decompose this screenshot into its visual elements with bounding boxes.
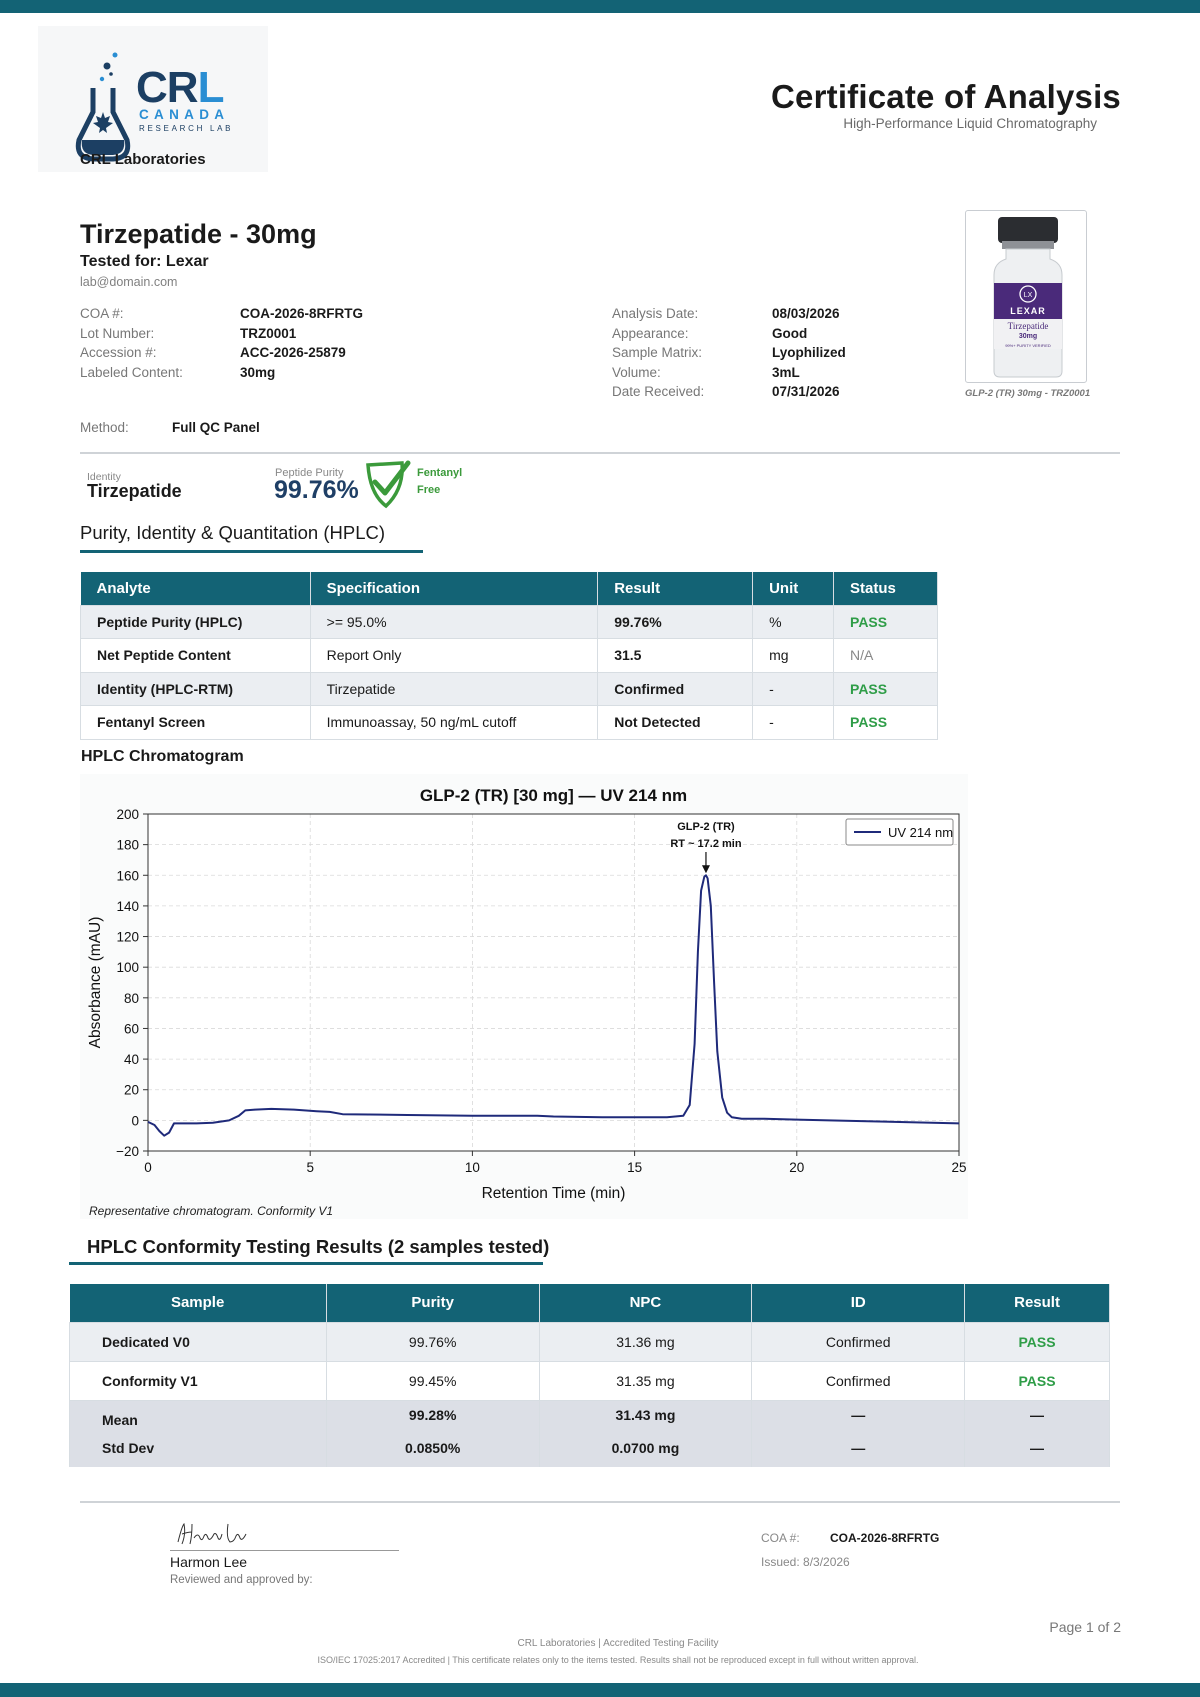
- purity-cell: 99.45%: [326, 1361, 539, 1400]
- detail-row: Date Received: 07/31/2026: [612, 384, 840, 399]
- spec-cell: >= 95.0%: [310, 605, 598, 639]
- purity-label: Peptide Purity: [275, 467, 344, 479]
- plot-area: [148, 814, 959, 1151]
- spec-cell: Report Only: [310, 639, 598, 673]
- column-header: Sample: [70, 1284, 327, 1322]
- logo-wordmark: CRL: [136, 63, 224, 112]
- document-title: Certificate of Analysis: [771, 78, 1121, 115]
- x-tick-label: 5: [306, 1160, 314, 1175]
- unit-cell: -: [753, 672, 834, 706]
- stat-value: 31.43 mg: [539, 1400, 752, 1429]
- method-value: Full QC Panel: [172, 420, 260, 435]
- y-tick-label: 120: [116, 929, 139, 945]
- divider: [80, 1501, 1120, 1503]
- column-header: Unit: [753, 572, 834, 605]
- y-tick-label: 140: [116, 898, 139, 914]
- x-tick-label: 15: [627, 1160, 643, 1175]
- vial-caption: GLP-2 (TR) 30mg - TRZ0001: [965, 388, 1091, 399]
- stat-label: Std Dev: [70, 1429, 327, 1467]
- chromatogram-svg: [80, 774, 968, 1219]
- svg-text:LEXAR: LEXAR: [1010, 306, 1046, 316]
- fentanyl-free-label: Fentanyl: [417, 467, 463, 479]
- stats-row-stddev: [70, 1429, 1110, 1467]
- status-cell: PASS: [834, 706, 938, 740]
- sample-cell: Conformity V1: [70, 1361, 327, 1400]
- footer-line-2: ISO/IEC 17025:2017 Accredited | This certificate relates only to the items tested. Results shall not be reproduced except in full without written approval.: [317, 1655, 919, 1665]
- y-tick-label: 0: [131, 1113, 139, 1129]
- id-cell: Confirmed: [752, 1361, 965, 1400]
- signature-image: [174, 1520, 254, 1550]
- x-tick-label: 20: [789, 1160, 805, 1175]
- document-subtitle: High-Performance Liquid Chromatography: [843, 116, 1097, 131]
- npc-cell: 31.36 mg: [539, 1322, 752, 1361]
- detail-row: Labeled Content: 30mg: [80, 364, 276, 380]
- identity-value: Tirzepatide: [87, 481, 182, 501]
- lab-name: CRL Laboratories: [80, 151, 206, 168]
- stat-value: 0.0700 mg: [539, 1429, 752, 1467]
- conformity-heading: HPLC Conformity Testing Results (2 samples tested): [87, 1236, 550, 1257]
- column-header: Analyte: [81, 572, 311, 605]
- stat-value: —: [752, 1400, 965, 1429]
- table-header-row: [70, 1284, 1110, 1322]
- svg-text:LX: LX: [1023, 292, 1033, 299]
- column-header: Purity: [326, 1284, 539, 1322]
- identity-label: Identity: [87, 471, 121, 483]
- result-cell: 99.76%: [598, 605, 753, 639]
- table-row: [81, 605, 938, 639]
- y-tick-label: 200: [116, 807, 139, 822]
- unit-cell: -: [753, 706, 834, 740]
- purity-value: 99.76%: [274, 476, 359, 504]
- page-number: Page 1 of 2: [1049, 1619, 1121, 1635]
- method-label: Method:: [80, 420, 129, 435]
- status-cell: PASS: [834, 672, 938, 706]
- logo-research-lab: RESEARCH LAB: [139, 124, 234, 133]
- stat-value: 0.0850%: [326, 1429, 539, 1467]
- y-tick-label: 60: [123, 1021, 139, 1037]
- table-row: [81, 706, 938, 740]
- detail-row: Analysis Date: 08/03/2026: [612, 306, 840, 321]
- unit-cell: mg: [753, 639, 834, 673]
- column-header: Result: [965, 1284, 1110, 1322]
- flask-logo-icon: [71, 44, 133, 164]
- analyte-cell: Fentanyl Screen: [81, 706, 311, 740]
- issued-date: Issued: 8/3/2026: [761, 1555, 850, 1569]
- bottom-accent-bar: [0, 1683, 1200, 1697]
- stat-value: —: [965, 1429, 1110, 1467]
- stat-value: —: [965, 1400, 1110, 1429]
- signer-name: Harmon Lee: [170, 1554, 248, 1570]
- contact-email: lab@domain.com: [80, 275, 178, 289]
- table-row: [81, 639, 938, 673]
- analyte-cell: Net Peptide Content: [81, 639, 311, 673]
- stat-value: 99.28%: [326, 1400, 539, 1429]
- y-tick-label: 160: [116, 868, 139, 884]
- status-cell: PASS: [834, 605, 938, 639]
- stat-label: Mean: [70, 1400, 327, 1429]
- analyte-cell: Peptide Purity (HPLC): [81, 605, 311, 639]
- result-cell: PASS: [965, 1361, 1110, 1400]
- purity-cell: 99.76%: [326, 1322, 539, 1361]
- y-axis-label: Absorbance (mAU): [87, 916, 104, 1049]
- peak-annotation-rt: RT ~ 17.2 min: [670, 838, 742, 850]
- vial-illustration: [966, 211, 1088, 384]
- column-header: Status: [834, 572, 938, 605]
- signature-line: [170, 1550, 399, 1551]
- column-header: NPC: [539, 1284, 752, 1322]
- chromatogram-heading: HPLC Chromatogram: [81, 748, 244, 765]
- status-cell: N/A: [834, 639, 938, 673]
- details-right: [612, 304, 846, 402]
- column-header: Specification: [310, 572, 598, 605]
- check-shield-icon: [364, 459, 412, 509]
- table-row: [70, 1322, 1110, 1361]
- analyte-table: [80, 572, 938, 740]
- stat-value: —: [752, 1429, 965, 1467]
- chart-note: Representative chromatogram. Conformity V1: [89, 1204, 334, 1218]
- y-tick-label: 20: [123, 1082, 139, 1098]
- detail-row: Lot Number: TRZ0001: [80, 325, 297, 341]
- y-tick-label: 180: [116, 837, 139, 853]
- coa-value: COA-2026-8RFRTG: [830, 1531, 940, 1545]
- reviewed-label: Reviewed and approved by:: [170, 1574, 313, 1586]
- result-cell: PASS: [965, 1322, 1110, 1361]
- table-row: [70, 1361, 1110, 1400]
- sample-cell: Dedicated V0: [70, 1322, 327, 1361]
- y-tick-label: −20: [116, 1144, 139, 1159]
- product-vial-image: [965, 210, 1087, 383]
- detail-row: COA #: COA-2026-8RFRTG: [80, 306, 364, 321]
- conformity-table: [69, 1284, 1110, 1467]
- svg-text:99%+ PURITY VERIFIED: 99%+ PURITY VERIFIED: [1005, 343, 1051, 348]
- logo-canada: CANADA: [139, 107, 230, 122]
- svg-text:30mg: 30mg: [1018, 333, 1038, 340]
- x-axis-label: Retention Time (min): [481, 1185, 626, 1202]
- result-cell: Not Detected: [598, 706, 753, 740]
- column-header: Result: [598, 572, 753, 605]
- peak-annotation-label: GLP-2 (TR): [677, 821, 735, 833]
- detail-row: Volume: 3mL: [612, 364, 800, 380]
- legend-label: UV 214 nm: [888, 825, 954, 840]
- svg-text:Tirzepatide: Tirzepatide: [1007, 321, 1049, 331]
- detail-row: Appearance: Good: [612, 325, 808, 341]
- column-header: ID: [752, 1284, 965, 1322]
- top-accent-bar: [0, 0, 1200, 13]
- table-header-row: [81, 572, 938, 605]
- spec-cell: Immunoassay, 50 ng/mL cutoff: [310, 706, 598, 740]
- coa-label: COA #:: [761, 1531, 800, 1545]
- y-tick-label: 80: [123, 990, 139, 1006]
- product-title: Tirzepatide - 30mg: [80, 219, 317, 249]
- section-underline: [69, 1262, 543, 1265]
- divider: [80, 452, 1120, 454]
- details-left: [80, 304, 363, 382]
- x-tick-label: 0: [144, 1160, 152, 1175]
- detail-row: Sample Matrix: Lyophilized: [612, 345, 846, 360]
- chromatogram-chart: [80, 774, 968, 1219]
- tested-for: Tested for: Lexar: [80, 253, 209, 270]
- y-tick-label: 40: [123, 1052, 139, 1068]
- result-cell: Confirmed: [598, 672, 753, 706]
- analyte-cell: Identity (HPLC-RTM): [81, 672, 311, 706]
- chart-title: GLP-2 (TR) [30 mg] — UV 214 nm: [419, 786, 688, 805]
- id-cell: Confirmed: [752, 1322, 965, 1361]
- x-tick-label: 25: [951, 1160, 967, 1175]
- detail-row: Accession #: ACC-2026-25879: [80, 345, 346, 360]
- npc-cell: 31.35 mg: [539, 1361, 752, 1400]
- section-heading-hplc: Purity, Identity & Quantitation (HPLC): [80, 522, 386, 543]
- footer-line-1: CRL Laboratories | Accredited Testing Facility: [517, 1638, 719, 1649]
- spec-cell: Tirzepatide: [310, 672, 598, 706]
- result-cell: 31.5: [598, 639, 753, 673]
- table-row: [81, 672, 938, 706]
- stats-row-mean: [70, 1400, 1110, 1429]
- unit-cell: %: [753, 605, 834, 639]
- fentanyl-free-label-2: Free: [417, 484, 441, 496]
- x-tick-label: 10: [464, 1160, 480, 1175]
- y-tick-label: 100: [116, 960, 139, 976]
- section-underline: [80, 550, 423, 553]
